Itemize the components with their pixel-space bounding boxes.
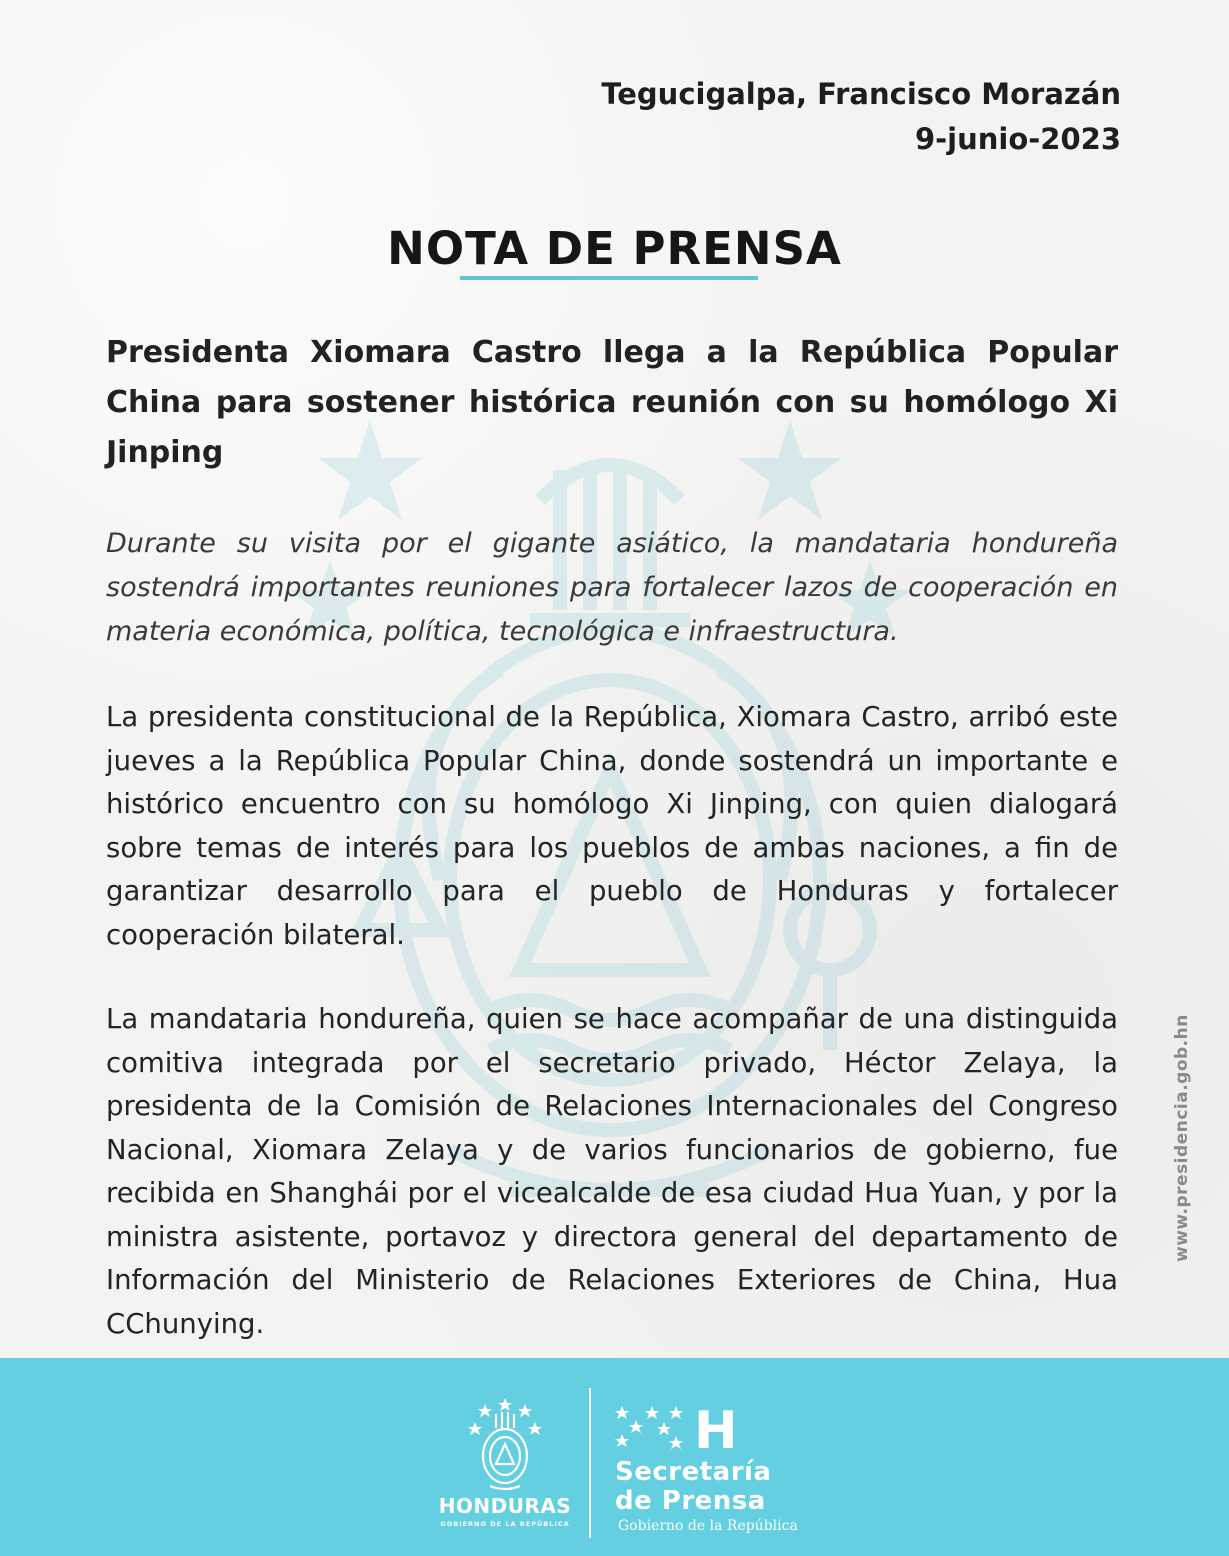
honduras-logo bbox=[430, 1396, 580, 1546]
title-underline bbox=[460, 276, 758, 280]
secretaria-logo-line2: de Prensa bbox=[615, 1486, 766, 1516]
secretaria-logo-line3: Gobierno de la República bbox=[618, 1518, 798, 1534]
honduras-coat-of-arms-icon bbox=[430, 1396, 580, 1492]
subhead: Durante su visita por el gigante asiático, la mandataria hondureña sostendrá importantes reuniones para fortalecer lazos de cooperación en materia económica, política, tecnológica e infraestructura. bbox=[106, 528, 1118, 647]
headline: Presidenta Xiomara Castro llega a la República Popular China para sostener histórica reunión con su homólogo Xi Jinping bbox=[106, 335, 1118, 470]
honduras-logo-subtitle: GOBIERNO DE LA REPÚBLICA bbox=[440, 1520, 570, 1528]
place-line: Tegucigalpa, Francisco Morazán bbox=[601, 77, 1121, 111]
secretaria-logo-line1: Secretaría bbox=[615, 1457, 772, 1487]
date-line: 9-junio-2023 bbox=[914, 122, 1121, 156]
logo-letter: H bbox=[694, 1402, 738, 1454]
page-title: NOTA DE PRENSA bbox=[387, 222, 842, 275]
place-date-block bbox=[601, 72, 1121, 162]
secretaria-prensa-logo-icon bbox=[612, 1402, 752, 1454]
secretaria-prensa-logo bbox=[612, 1402, 852, 1552]
body-paragraph-1: La presidenta constitucional de la República, Xiomara Castro, arribó este jueves a la República Popular China, donde sostendrá un importante e histórico encuentro con su homólogo Xi Jinping, con quien dialogará sobre temas de interés para los pueblos de ambas naciones, a fin de garantizar desarrollo para el pueblo de Honduras y fortalecer cooperación bilateral. bbox=[106, 701, 1118, 951]
side-url-text: www.presidencia.gob.hn bbox=[1172, 1014, 1192, 1262]
footer-divider bbox=[589, 1388, 591, 1538]
honduras-logo-name: HONDURAS bbox=[438, 1494, 572, 1518]
body-paragraph-2: La mandataria hondureña, quien se hace acompañar de una distinguida comitiva integrada por el secretario privado, Héctor Zelaya, la presidenta de la Comisión de Relaciones Internacionales del Congreso Nacional, Xiomara Zelaya y de varios funcionarios de gobierno, fue recibida en Shanghái por el vicealcalde de esa ciudad Hua Yuan, y por la ministra asistente, portavoz y directora general del departamento de Información del Ministerio de Relaciones Exteriores de China, Hua CChunying. bbox=[106, 1003, 1118, 1340]
footer-band bbox=[0, 1358, 1229, 1556]
